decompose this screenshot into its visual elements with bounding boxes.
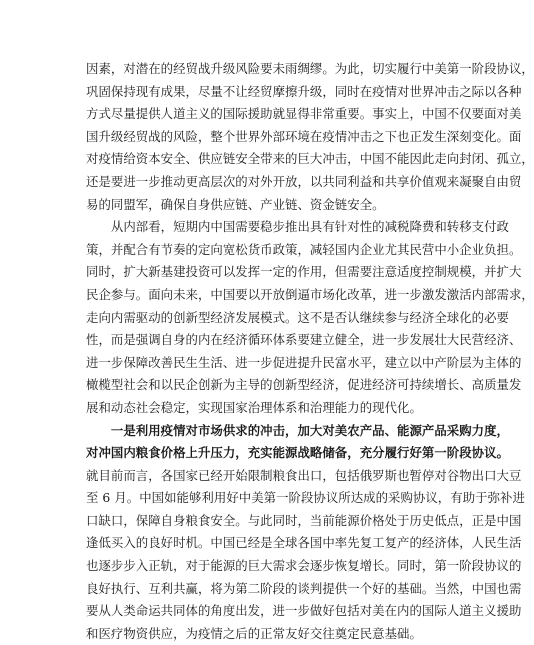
paragraph [86,216,422,419]
text-line: 易的同盟军，确保自身供应链、产业链、资金链安全。 [86,194,422,217]
paragraph [86,58,422,216]
text-line: 策，并配合有节奏的定向宽松货币政策，减轻国内企业尤其民营中小企业负担。 [86,239,422,262]
text-line: 要从人类命运共同体的角度出发，进一步做好包括对美在内的国际人道主义援助 [86,600,422,623]
text-line: 还是要进一步推动更高层次的对外开放，以共同利益和共享价值观来凝聚自由贸 [86,171,422,194]
text-line: 和医疗物资供应，为疫情之后的正常友好交往奠定民意基础。 [86,623,422,645]
text-line: 同时，扩大新基建投资可以发挥一定的作用，但需要注意适度控制规模，并扩大 [86,261,422,284]
text-line: 至 6 月。中国如能够利用好中美第一阶段协议所达成的采购协议，有助于弥补进 [86,487,422,510]
text-line: 良好执行、互利共赢，将为第二阶段的谈判提供一个好的基础。当然，中国也需 [86,578,422,601]
text-line: 也逐步步入正轨，对于能源的巨大需求会逐步恢复增长。同时，第一阶段协议的 [86,555,422,578]
text-line: 对冲国内粮食价格上升压力，充实能源战略储备，充分履行好第一阶段协议。 [86,442,422,465]
text-line: 从内部看，短期内中国需要稳步推出具有针对性的减税降费和转移支付政 [86,216,422,239]
text-line: 对疫情给资本安全、供应链安全带来的巨大冲击，中国不能因此走向封闭、孤立， [86,148,422,171]
text-line: 进一步保障改善民生生活、进一步促进提升民富水平，建立以中产阶层为主体的 [86,352,422,375]
text-line: 口缺口，保障自身粮食安全。与此同时，当前能源价格处于历史低点，正是中国 [86,510,422,533]
text-line: 走向内需驱动的创新型经济发展模式。这不是否认继续参与经济全球化的必要 [86,307,422,330]
text-line: 巩固保持现有成果，尽量不让经贸摩擦升级，同时在疫情对世界冲击之际以各种 [86,81,422,104]
text-line: 展和动态社会稳定，实现国家治理体系和治理能力的现代化。 [86,397,422,420]
text-line: 就目前而言，各国家已经开始限制粮食出口，包括俄罗斯也暂停对谷物出口大豆 [86,465,422,488]
text-line: 国升级经贸战的风险，整个世界外部环境在疫情冲击之下也正发生深刻变化。面 [86,126,422,149]
text-line: 方式尽量提供人道主义的国际援助就显得非常重要。事实上，中国不仅要面对美 [86,103,422,126]
text-line: 民企参与。面向未来，中国要以开放倒逼市场化改革，进一步激发激活内部需求， [86,284,422,307]
text-line: 橄榄型社会和以民企创新为主导的创新型经济，促进经济可持续增长、高质量发 [86,374,422,397]
document-body [86,58,422,645]
text-line: 性，而是强调自身的内在经济循环体系要建立健全，进一步发展壮大民营经济、 [86,329,422,352]
text-line: 逢低买入的良好时机。中国已经是全球各国中率先复工复产的经济体，人民生活 [86,532,422,555]
paragraph [86,420,422,645]
text-line: 因素，对潜在的经贸战升级风险要未雨绸缪。为此，切实履行中美第一阶段协议， [86,58,422,81]
text-line: 一是利用疫情对市场供求的冲击，加大对美农产品、能源产品采购力度， [86,420,422,443]
